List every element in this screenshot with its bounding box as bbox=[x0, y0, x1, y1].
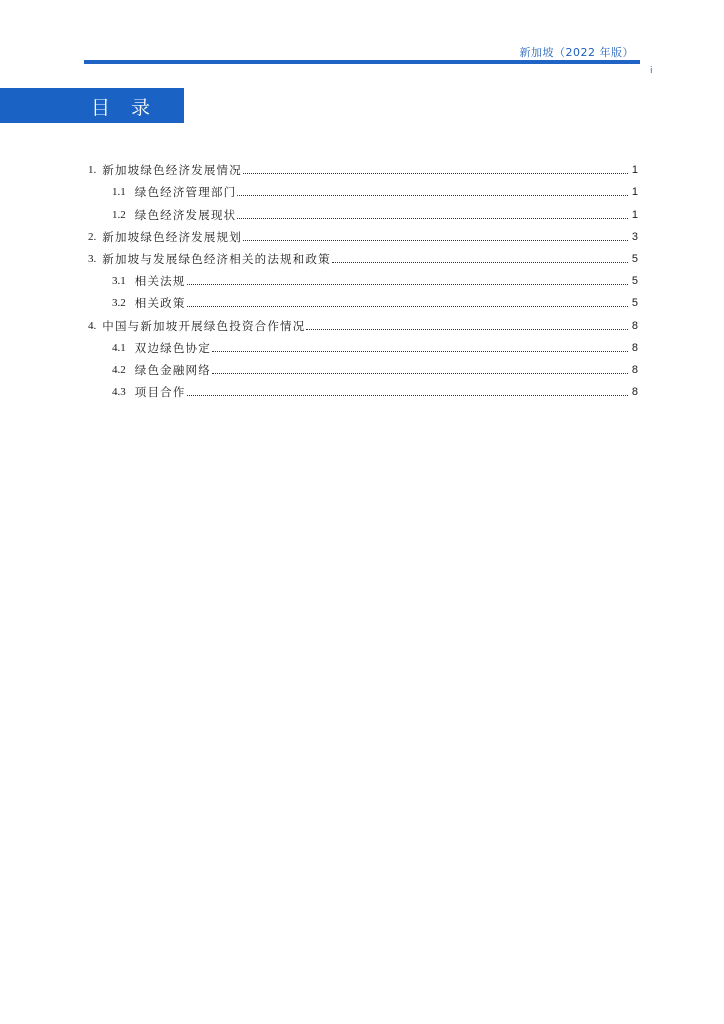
toc-entry[interactable] bbox=[88, 199, 638, 221]
header-rule bbox=[84, 60, 640, 64]
toc-entry-page: 8 bbox=[631, 341, 638, 354]
toc-entry-label: 绿色经济发展现状 bbox=[134, 207, 237, 222]
toc-entry-number: 4.1 bbox=[112, 341, 126, 354]
table-of-contents bbox=[88, 155, 638, 399]
toc-entry-label: 新加坡绿色经济发展规划 bbox=[102, 229, 242, 244]
toc-entry-label: 项目合作 bbox=[134, 385, 186, 400]
dot-leader bbox=[306, 319, 628, 333]
toc-entry[interactable] bbox=[88, 244, 638, 266]
dot-leader bbox=[243, 163, 628, 177]
toc-entry-number: 4.2 bbox=[112, 363, 126, 376]
toc-entry[interactable] bbox=[88, 155, 638, 177]
toc-entry-page: 1 bbox=[631, 164, 638, 177]
dot-leader bbox=[212, 363, 628, 377]
dot-leader bbox=[237, 208, 628, 222]
toc-entry-number: 3.1 bbox=[112, 275, 126, 288]
toc-entry-number: 2. bbox=[88, 230, 97, 243]
dot-leader bbox=[187, 385, 628, 399]
toc-entry-page: 5 bbox=[631, 275, 638, 288]
toc-entry-label: 新加坡绿色经济发展情况 bbox=[102, 163, 242, 178]
toc-entry-number: 3. bbox=[88, 252, 97, 265]
toc-entry-number: 1.2 bbox=[112, 208, 126, 221]
toc-entry-page: 3 bbox=[631, 230, 638, 243]
toc-entry-page: 1 bbox=[631, 208, 638, 221]
toc-entry-label: 绿色经济管理部门 bbox=[134, 185, 237, 200]
toc-entry[interactable] bbox=[88, 222, 638, 244]
toc-entry-label: 相关法规 bbox=[134, 274, 186, 289]
toc-entry[interactable] bbox=[88, 177, 638, 199]
toc-entry-page: 8 bbox=[631, 363, 638, 376]
toc-entry-page: 5 bbox=[631, 297, 638, 310]
toc-entry[interactable] bbox=[88, 288, 638, 310]
toc-entry-page: 8 bbox=[631, 319, 638, 332]
page-title: 目录 bbox=[91, 97, 172, 119]
dot-leader bbox=[237, 185, 628, 199]
dot-leader bbox=[187, 296, 628, 310]
toc-entry-number: 1. bbox=[88, 164, 97, 177]
toc-entry-page: 8 bbox=[631, 386, 638, 399]
page-edge-mark: i bbox=[650, 66, 653, 76]
toc-entry[interactable] bbox=[88, 355, 638, 377]
toc-entry[interactable] bbox=[88, 333, 638, 355]
toc-entry-label: 绿色金融网络 bbox=[134, 362, 211, 377]
toc-entry-label: 双边绿色协定 bbox=[134, 340, 211, 355]
toc-entry-page: 5 bbox=[631, 252, 638, 265]
toc-entry-number: 4. bbox=[88, 319, 97, 332]
toc-entry-label: 新加坡与发展绿色经济相关的法规和政策 bbox=[102, 251, 331, 266]
dot-leader bbox=[212, 341, 628, 355]
toc-entry[interactable] bbox=[88, 266, 638, 288]
toc-entry-label: 中国与新加坡开展绿色投资合作情况 bbox=[102, 318, 306, 333]
toc-entry-number: 4.3 bbox=[112, 386, 126, 399]
toc-entry-number: 3.2 bbox=[112, 297, 126, 310]
toc-entry[interactable] bbox=[88, 377, 638, 399]
dot-leader bbox=[187, 274, 628, 288]
dot-leader bbox=[332, 252, 628, 266]
dot-leader bbox=[243, 230, 628, 244]
toc-entry-label: 相关政策 bbox=[134, 296, 186, 311]
toc-entry-number: 1.1 bbox=[112, 186, 126, 199]
toc-entry[interactable] bbox=[88, 310, 638, 332]
toc-entry-page: 1 bbox=[631, 186, 638, 199]
running-header: 新加坡（2022 年版） bbox=[519, 46, 634, 59]
